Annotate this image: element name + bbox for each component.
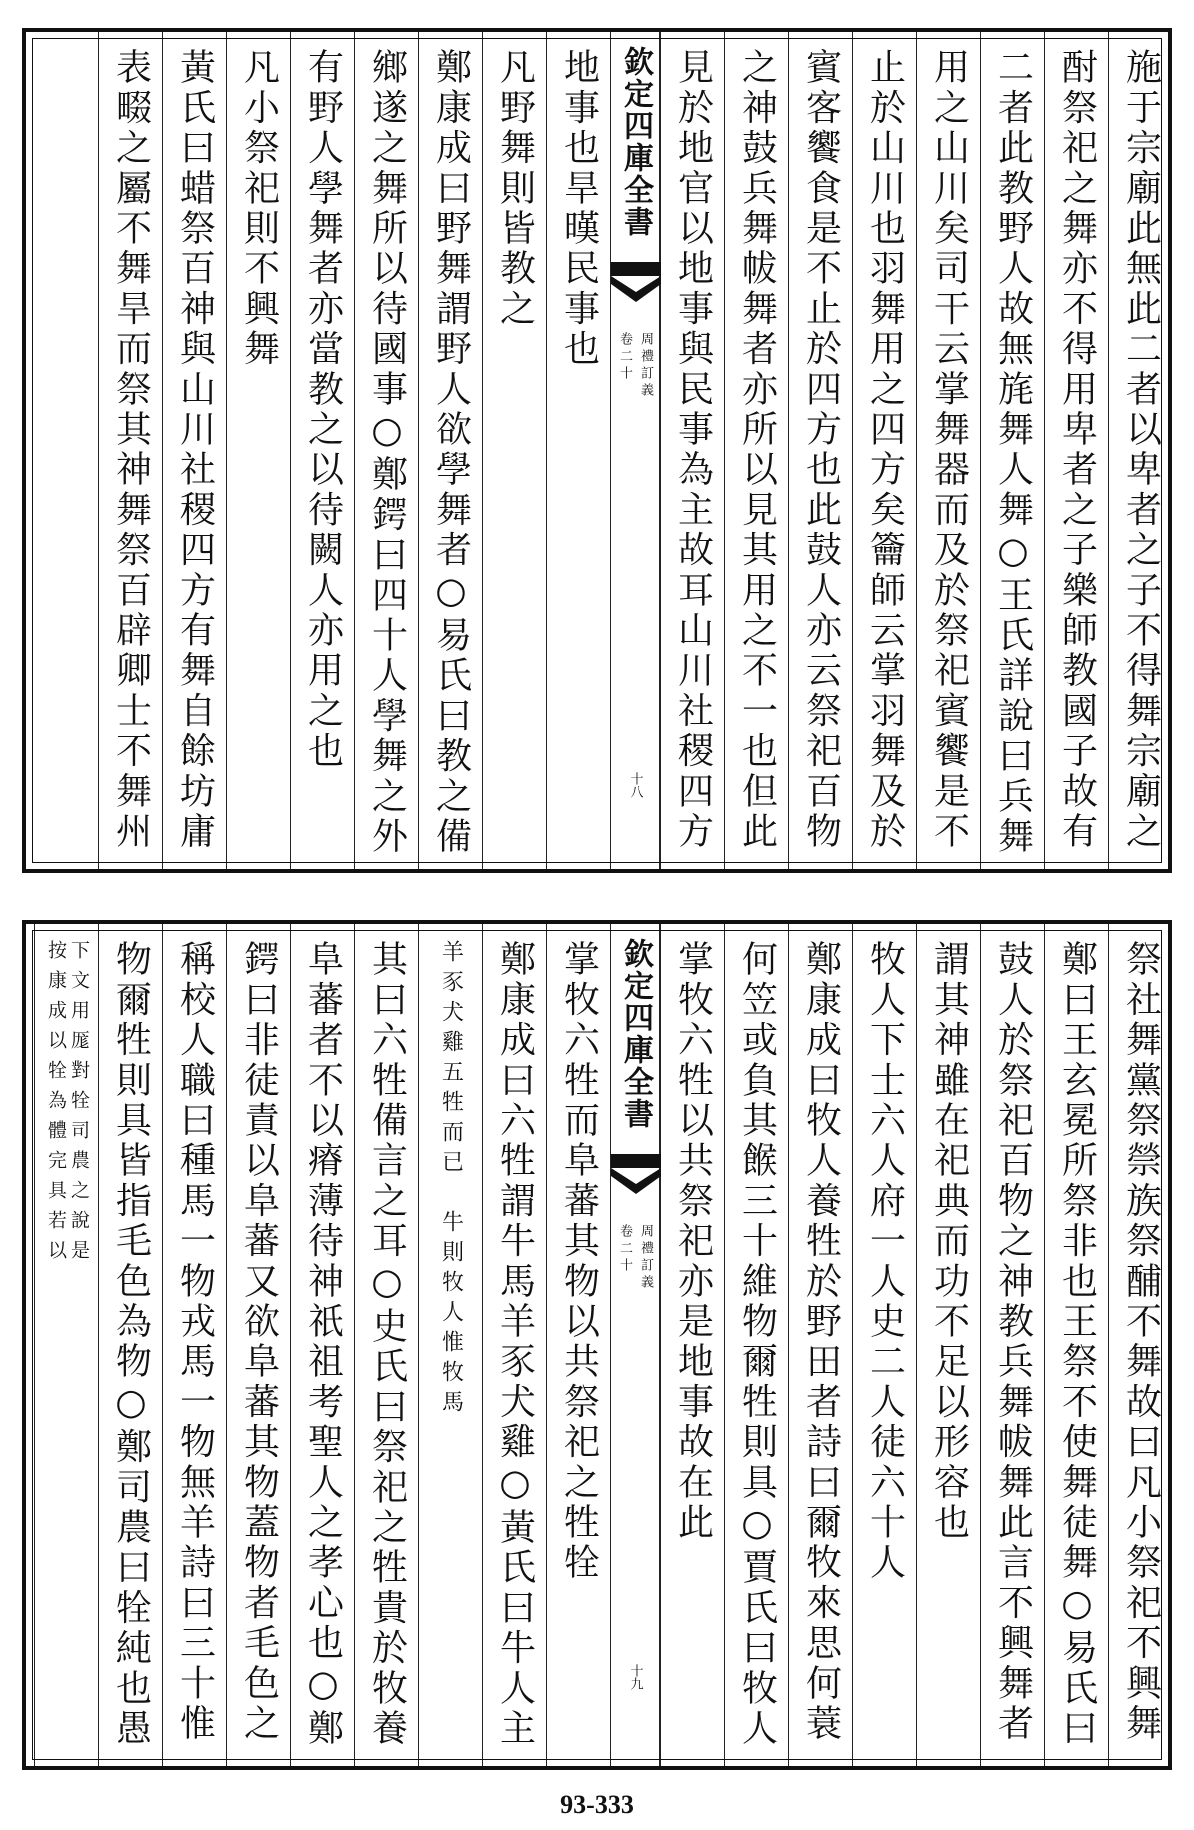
library-header: 欽定四庫全書 bbox=[618, 46, 653, 238]
column-text: 鄭康成曰牧人養牲於野田者詩曰爾牧來思何蓑 bbox=[800, 940, 842, 1744]
column-text: 稱校人職曰種馬一物戎馬一物無羊詩曰三十惟 bbox=[174, 940, 216, 1744]
text-column bbox=[98, 924, 162, 1766]
text-column bbox=[980, 32, 1044, 869]
column-text: 賓客饗食是不止於四方也此鼓人亦云祭祀百物 bbox=[800, 48, 842, 852]
volume-number: 卷二十 bbox=[617, 332, 632, 383]
text-column bbox=[162, 32, 226, 869]
text-column bbox=[852, 32, 916, 869]
column-text: 其曰六牲備言之耳○史氏曰祭祀之牲貴於牧養 bbox=[366, 940, 408, 1749]
library-header: 欽定四庫全書 bbox=[618, 938, 653, 1130]
text-column bbox=[660, 32, 724, 869]
column-text: 鄉遂之舞所以待國事○鄭鍔曰四十人學舞之外 bbox=[366, 48, 408, 857]
column-text: 凡野舞則皆教之 bbox=[494, 48, 536, 330]
text-column bbox=[162, 924, 226, 1766]
column-text: 見於地官以地事與民事為主故耳山川社稷四方 bbox=[672, 48, 714, 852]
text-column bbox=[290, 924, 354, 1766]
text-column bbox=[660, 924, 724, 1766]
column-text: 施于宗廟此無此二者以卑者之子不得舞宗廟之 bbox=[1120, 48, 1162, 852]
volume-number: 卷二十 bbox=[617, 1224, 632, 1275]
column-text: 掌牧六牲而阜蕃其物以共祭祀之牲牷 bbox=[558, 940, 600, 1584]
book-title: 周禮訂義 bbox=[638, 1224, 653, 1292]
annotation-text bbox=[46, 940, 88, 1270]
column-text: 黃氏曰蜡祭百神與山川社稷四方有舞自餘坊庸 bbox=[174, 48, 216, 852]
text-column bbox=[916, 32, 980, 869]
text-column bbox=[852, 924, 916, 1766]
book-title: 周禮訂義 bbox=[638, 332, 653, 400]
column-text: 物爾牲則具皆指毛色為物○鄭司農曰牷純也愚 bbox=[110, 940, 152, 1749]
text-column bbox=[724, 32, 788, 869]
text-column bbox=[482, 32, 546, 869]
annotation-line: 下文用厖對牷司農之說是 bbox=[68, 940, 90, 1270]
text-column bbox=[1044, 32, 1108, 869]
column-text: 鼓人於祭祀百物之神教兵舞帗舞此言不興舞者 bbox=[992, 940, 1034, 1744]
center-fold-column bbox=[610, 32, 660, 869]
folio-number: 十八 bbox=[627, 772, 643, 798]
text-column bbox=[546, 32, 610, 869]
column-text: 掌牧六牲以共祭祀亦是地事故在此 bbox=[672, 940, 714, 1543]
center-fold-column bbox=[610, 924, 660, 1766]
fish-tail-mark-icon bbox=[611, 1154, 661, 1200]
text-column bbox=[226, 32, 290, 869]
column-text: 止於山川也羽舞用之四方矣籥師云掌羽舞及於 bbox=[864, 48, 906, 852]
column-text: 謂其神雖在祀典而功不足以形容也 bbox=[928, 940, 970, 1543]
column-text: 凡小祭祀則不興舞 bbox=[238, 48, 280, 370]
column-text: 酎祭祀之舞亦不得用卑者之子樂師教國子故有 bbox=[1056, 48, 1098, 852]
column-text: 鄭康成曰野舞謂野人欲學舞者○易氏曰教之備 bbox=[430, 48, 472, 857]
fish-tail-mark-icon bbox=[611, 262, 661, 308]
text-column bbox=[546, 924, 610, 1766]
column-text: 用之山川矣司干云掌舞器而及於祭祀賓饗是不 bbox=[928, 48, 970, 852]
book-info bbox=[615, 1224, 655, 1292]
column-text: 祭社舞黨祭禜族祭酺不舞故曰凡小祭祀不興舞 bbox=[1120, 940, 1162, 1744]
page-number: 93-333 bbox=[560, 1790, 634, 1819]
text-column bbox=[418, 32, 482, 869]
text-column bbox=[1044, 924, 1108, 1766]
column-text: 地事也旱暵民事也 bbox=[558, 48, 600, 370]
text-column bbox=[980, 924, 1044, 1766]
text-column bbox=[354, 924, 418, 1766]
text-column bbox=[226, 924, 290, 1766]
annotation-line: 按康成以牷為體完具若以 bbox=[45, 940, 67, 1270]
column-text: 二者此教野人故無旄舞人舞○王氏詳說曰兵舞 bbox=[992, 48, 1034, 857]
column-text: 阜蕃者不以瘠薄待神祇祖考聖人之孝心也○鄭 bbox=[302, 940, 344, 1749]
text-column bbox=[916, 924, 980, 1766]
text-column bbox=[788, 32, 852, 869]
column-text: 牧人下士六人府一人史二人徒六十人 bbox=[864, 940, 906, 1584]
text-column bbox=[724, 924, 788, 1766]
book-info bbox=[615, 332, 655, 400]
column-text: 有野人學舞者亦當教之以待闕人亦用之也 bbox=[302, 48, 344, 772]
text-column bbox=[1108, 924, 1172, 1766]
text-column bbox=[98, 32, 162, 869]
text-column bbox=[482, 924, 546, 1766]
text-column bbox=[788, 924, 852, 1766]
text-column bbox=[290, 32, 354, 869]
column-text: 何笠或負其餱三十維物爾牲則具○賈氏曰牧人 bbox=[736, 940, 778, 1749]
column-text: 鍔曰非徒責以阜蕃又欲阜蕃其物蓋物者毛色之 bbox=[238, 940, 280, 1744]
text-column bbox=[1108, 32, 1172, 869]
column-text: 之神鼓兵舞帗舞者亦所以見其用之不一也但此 bbox=[736, 48, 778, 852]
text-column-small bbox=[418, 924, 482, 1766]
text-column bbox=[354, 32, 418, 869]
column-text: 鄭曰王玄冕所祭非也王祭不使舞徒舞○易氏曰 bbox=[1056, 940, 1098, 1749]
column-text: 鄭康成曰六牲謂牛馬羊豕犬雞○黃氏曰牛人主 bbox=[494, 940, 536, 1749]
column-text: 表畷之屬不舞旱而祭其神舞祭百辟卿士不舞州 bbox=[110, 48, 152, 852]
column-text: 羊豕犬雞五牲而已 牛則牧人惟牧馬 bbox=[438, 940, 464, 1420]
annotation-column bbox=[34, 924, 98, 1766]
top-page-panel bbox=[22, 28, 1172, 873]
bottom-page-panel bbox=[22, 920, 1172, 1770]
folio-number: 十九 bbox=[627, 1664, 643, 1690]
